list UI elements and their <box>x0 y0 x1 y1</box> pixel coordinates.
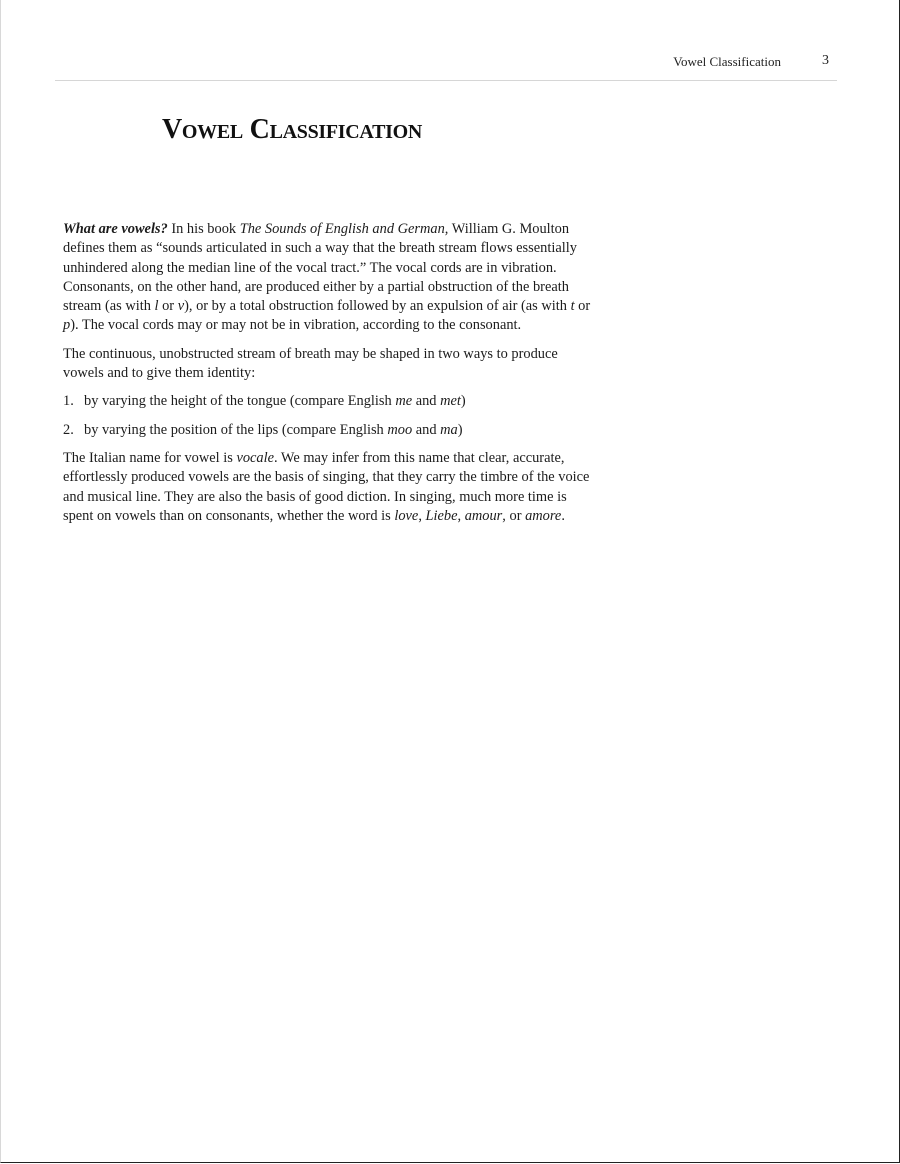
example-letter: v <box>177 298 185 315</box>
example-word: amore <box>525 507 562 524</box>
text-run: , <box>418 507 426 524</box>
paragraph-what-are-vowels <box>63 220 591 336</box>
text-run: William G. Moulton defines them as “sounds articulated in such a way that the breath stream flows essentially unhindered along the median line of the vocal tract.” The vocal cords are in vibration. Consonants, on the other hand, are produced either by a partial obstruction of the breath stream (as with <box>63 221 577 315</box>
text-run: The Italian name for vowel is <box>63 449 237 466</box>
list-item <box>63 421 591 440</box>
body-text <box>63 220 591 535</box>
lead-question: What are vowels? <box>63 221 168 237</box>
example-letter: t <box>570 298 575 315</box>
text-run: and <box>412 421 441 438</box>
chapter-title: Vowel Classification <box>162 114 423 145</box>
paragraph-italian-vocale <box>63 449 591 526</box>
text-run: . We may infer from this name that clear, accurate, effortlessly produced vowels are the basis of singing, that they carry the timbre of the voice and musical line. They are also the basis of good diction. In singing, much more time is spent on vowels than on consonants, whether the word is <box>63 449 590 524</box>
text-run: and <box>412 393 441 410</box>
example-word: met <box>440 393 461 410</box>
italian-word: vocale <box>236 449 274 466</box>
text-run: , <box>457 507 465 524</box>
text-run: ). The vocal cords may or may not be in vibration, according to the consonant. <box>70 317 522 334</box>
example-word: moo <box>387 421 413 438</box>
text-run: ) <box>460 393 466 410</box>
list-item <box>63 392 591 411</box>
text-run: or <box>574 298 591 315</box>
running-title: Vowel Classification <box>673 54 781 69</box>
example-word: amour <box>464 507 503 524</box>
text-run: In his book <box>167 221 240 237</box>
text-run: or <box>158 298 178 315</box>
text-run: ) <box>457 421 463 438</box>
book-title: The Sounds of English and German, <box>239 221 449 237</box>
running-header <box>55 52 837 81</box>
text-run: . <box>561 507 565 524</box>
page-number: 3 <box>822 53 829 68</box>
text-run: ), or by a total obstruction followed by an expulsion of air (as with <box>184 298 571 315</box>
example-letter: p <box>63 317 71 334</box>
example-word: me <box>395 393 413 410</box>
text-run: by varying the height of the tongue (compare English <box>84 393 396 410</box>
text-run: , or <box>502 507 526 524</box>
list-number: 1. <box>63 393 74 410</box>
text-run: by varying the position of the lips (compare English <box>84 421 388 438</box>
example-word: love <box>394 507 419 524</box>
example-word: ma <box>440 421 458 438</box>
example-letter: l <box>154 298 159 315</box>
example-word: Liebe <box>425 507 458 524</box>
list-number: 2. <box>63 421 74 438</box>
paragraph-breath-stream: The continuous, unobstructed stream of breath may be shaped in two ways to produce vowels and to give them identity: <box>63 345 558 382</box>
